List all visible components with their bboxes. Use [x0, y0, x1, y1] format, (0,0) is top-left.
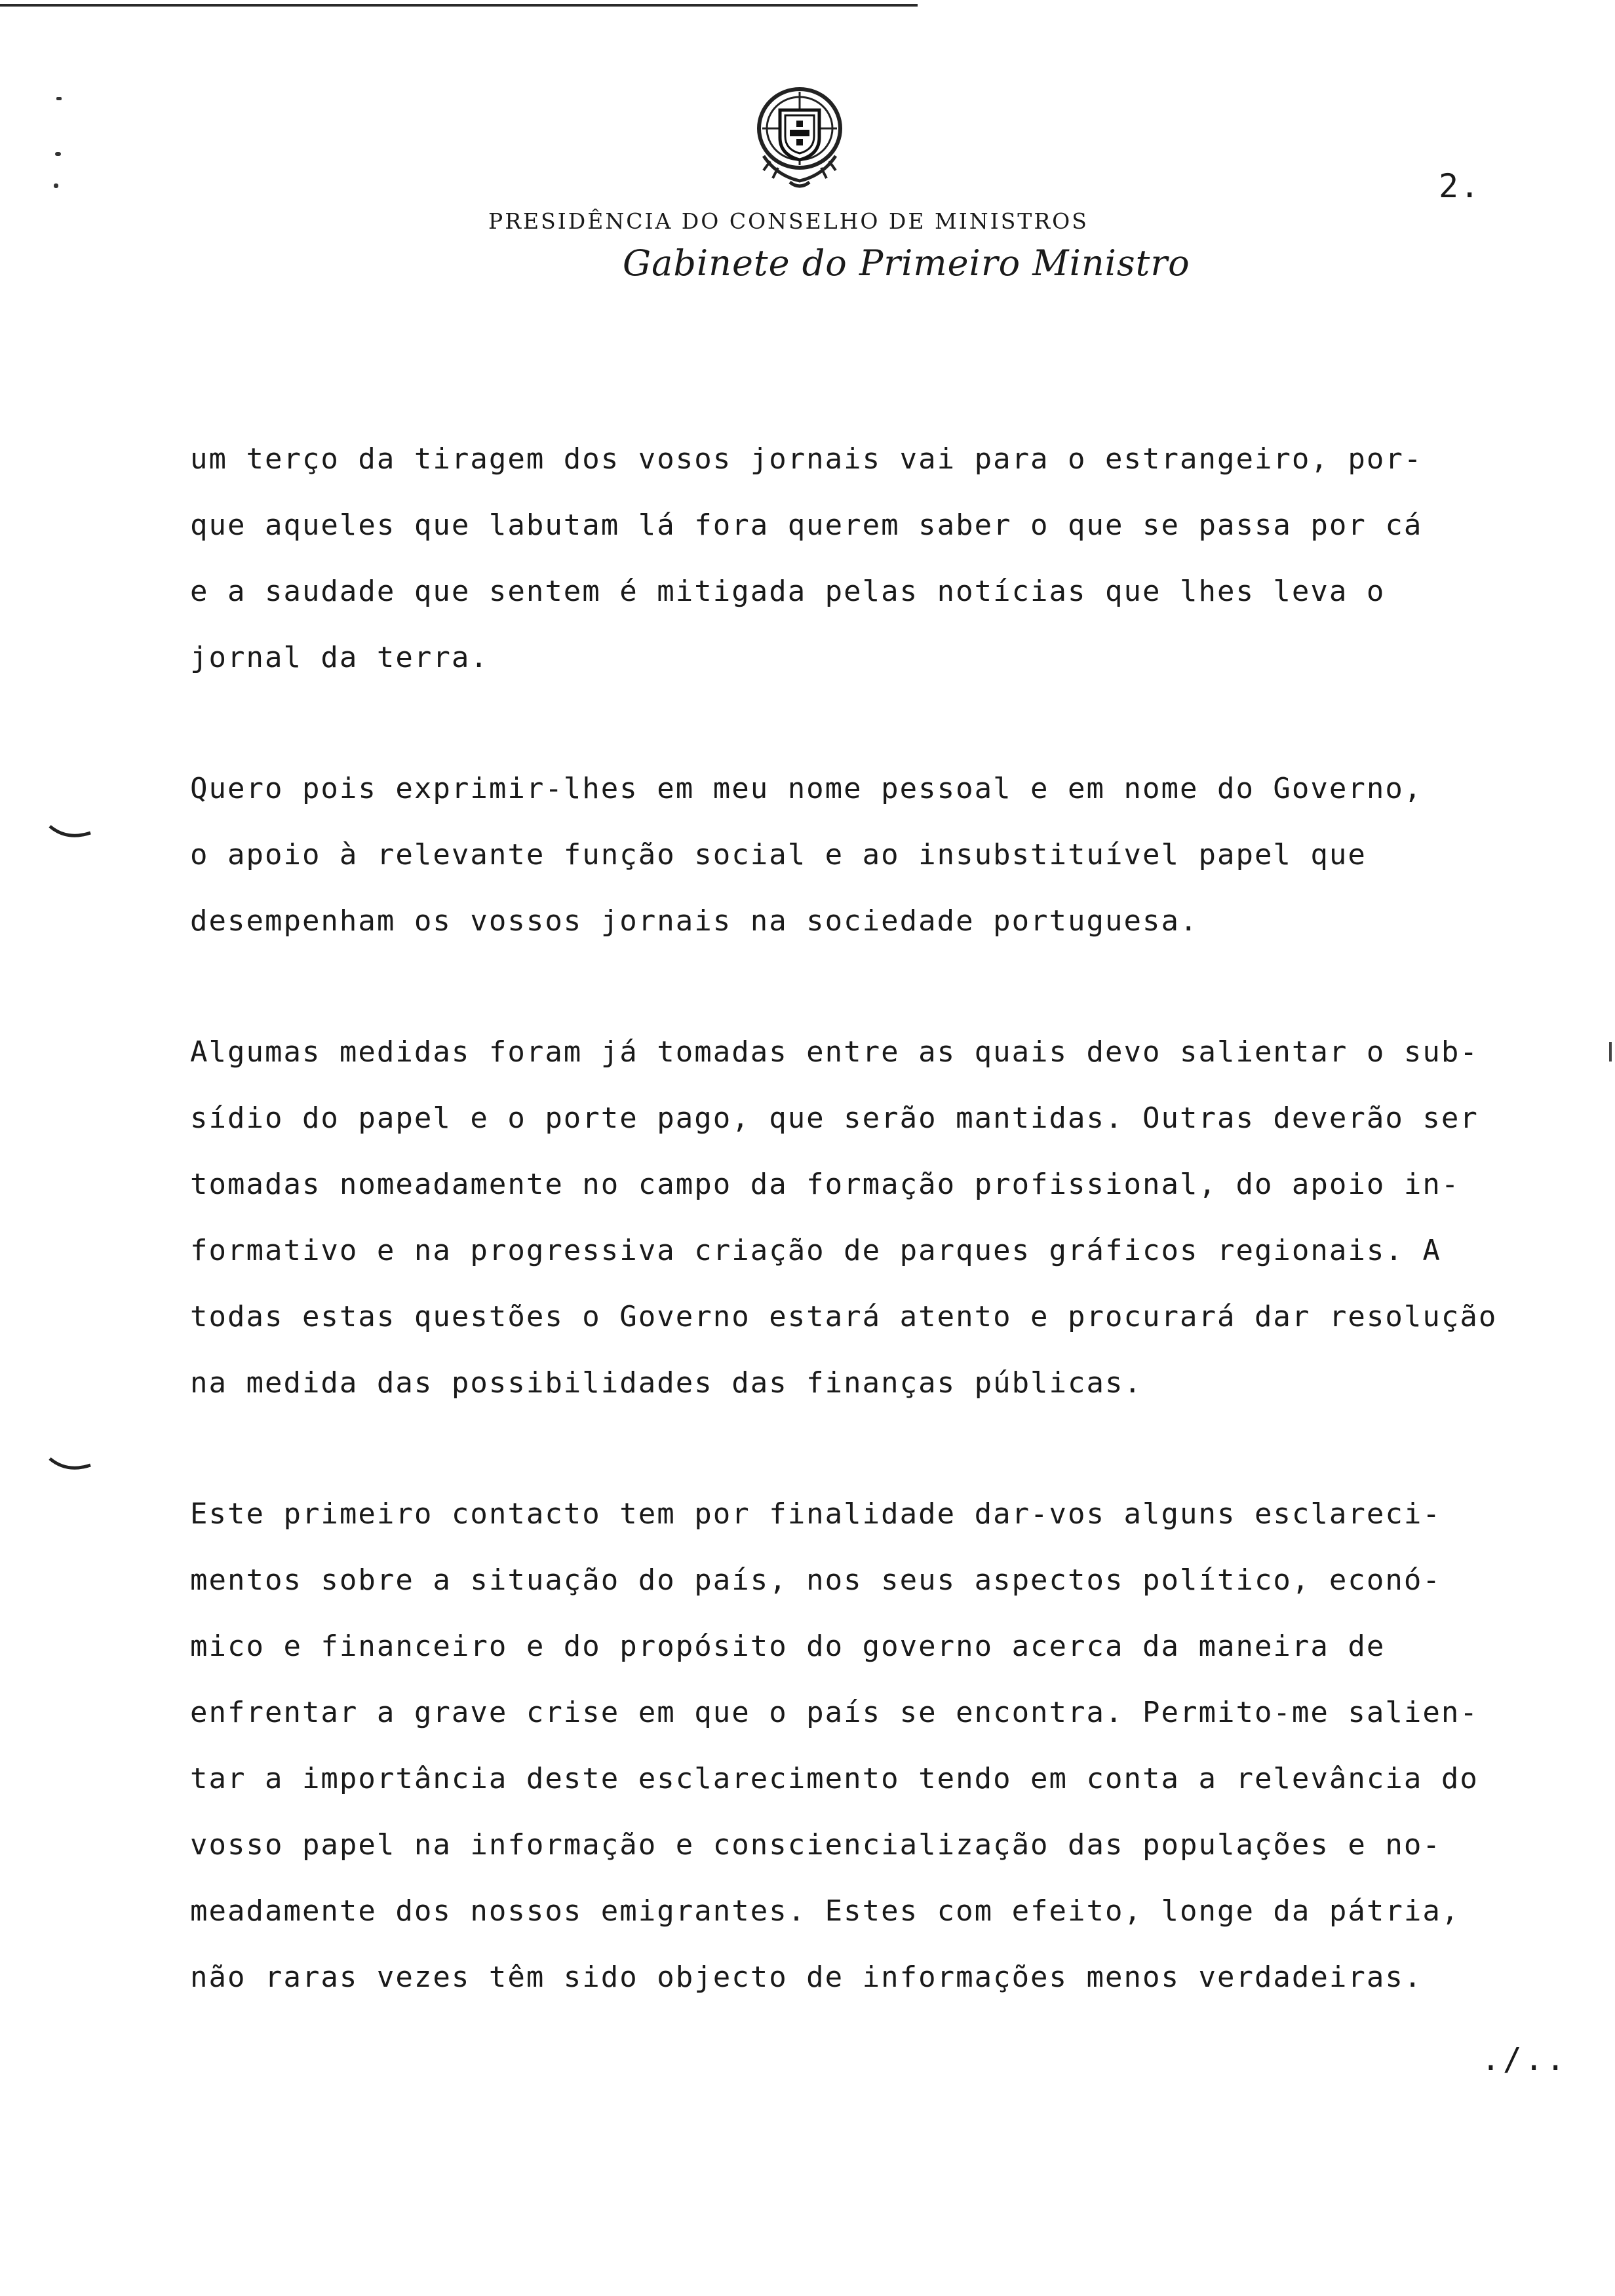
text-line: não raras vezes têm sido objecto de informações menos verdadeiras. [190, 1961, 1423, 1994]
text-line: Este primeiro contacto tem por finalidade dar-vos alguns esclareci- [190, 1497, 1441, 1531]
paragraph [190, 1481, 1593, 2010]
text-line: um terço da tiragem dos vosos jornais vai para o estrangeiro, por- [190, 442, 1423, 476]
text-line: o apoio à relevante função social e ao insubstituível papel que [190, 838, 1367, 871]
margin-dot-mark [55, 152, 61, 156]
text-line: e a saudade que sentem é mitigada pelas notícias que lhes leva o [190, 575, 1386, 608]
page-number: 2. [1439, 167, 1481, 205]
paragraph [190, 756, 1593, 954]
punch-hole-mark [47, 822, 93, 842]
text-line: na medida das possibilidades das finanças públicas. [190, 1366, 1143, 1400]
organization-title: PRESIDÊNCIA DO CONSELHO DE MINISTROS [488, 208, 1089, 234]
text-line: mentos sobre a situação do país, nos seus aspectos político, econó- [190, 1563, 1441, 1597]
text-line: enfrentar a grave crise em que o país se encontra. Permito-me salien- [190, 1696, 1479, 1729]
text-line: Quero pois exprimir-lhes em meu nome pessoal e em nome do Governo, [190, 772, 1423, 805]
text-line: desempenham os vossos jornais na sociedade portuguesa. [190, 904, 1199, 938]
margin-dot-mark [56, 97, 62, 100]
punch-hole-mark [47, 1455, 93, 1474]
text-line: mico e financeiro e do propósito do governo acerca da maneira de [190, 1630, 1386, 1663]
office-title: Gabinete do Primeiro Ministro [623, 242, 1190, 284]
text-line: jornal da terra. [190, 641, 489, 674]
text-line: meadamente dos nossos emigrantes. Estes com efeito, longe da pátria, [190, 1894, 1460, 1928]
text-line: tomadas nomeadamente no campo da formação profissional, do apoio in- [190, 1168, 1460, 1201]
text-line: todas estas questões o Governo estará atento e procurará dar resolução [190, 1300, 1498, 1333]
paragraph [190, 1019, 1593, 1416]
text-line: tar a importância deste esclarecimento tendo em conta a relevância do [190, 1762, 1479, 1795]
text-line: formativo e na progressiva criação de parques gráficos regionais. A [190, 1234, 1441, 1267]
text-line: que aqueles que labutam lá fora querem saber o que se passa por cá [190, 508, 1423, 542]
continuation-mark: ./.. [1481, 2041, 1568, 2078]
top-edge-rule [0, 4, 918, 7]
text-line: Algumas medidas foram já tomadas entre as quais devo salientar o sub- [190, 1035, 1479, 1069]
letter-body [190, 426, 1593, 2075]
margin-tick-mark [1609, 1042, 1612, 1062]
text-line: sídio do papel e o porte pago, que serão mantidas. Outras deverão ser [190, 1101, 1479, 1135]
text-line: vosso papel na informação e consciencialização das populações e no- [190, 1828, 1441, 1862]
paragraph [190, 426, 1593, 691]
portuguese-coat-of-arms-emblem [744, 77, 855, 195]
margin-dot-mark [54, 183, 58, 188]
